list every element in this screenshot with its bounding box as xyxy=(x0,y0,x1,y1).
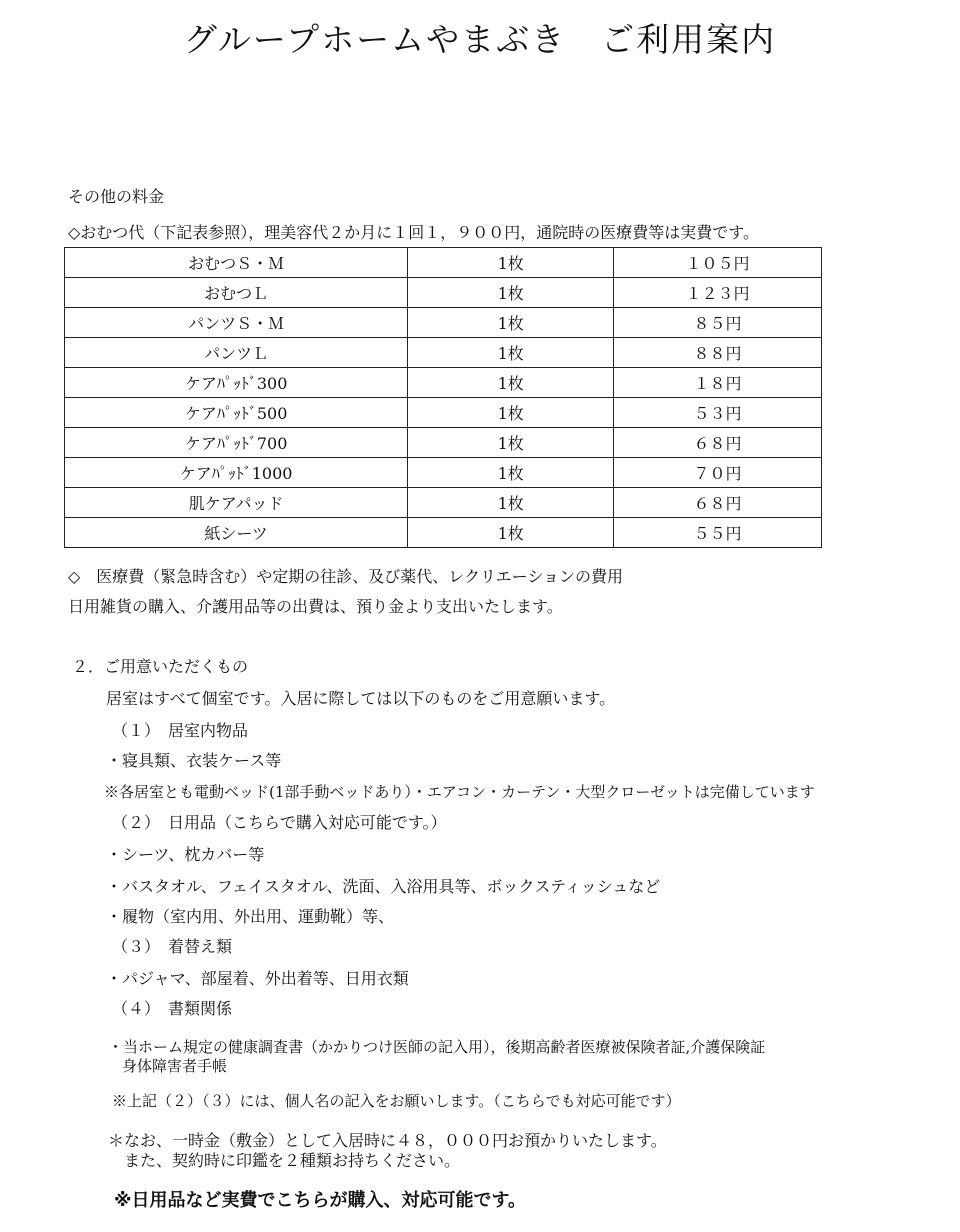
medical-note-1: ◇ 医療費（緊急時含む）や定期の往診、及び薬代、レクリエーションの費用 xyxy=(68,567,624,586)
unit-cell: 1枚 xyxy=(408,458,614,488)
unit-cell: 1枚 xyxy=(408,248,614,278)
sub1-item: ・寝具類、衣装ケース等 xyxy=(106,751,282,770)
table-row xyxy=(65,458,822,488)
item-cell: パンツＳ・Ｍ xyxy=(65,308,408,338)
item-cell: おむつＬ xyxy=(65,278,408,308)
sub4-item-line-2: 身体障害者手帳 xyxy=(122,1057,228,1075)
sub2-item-1: ・シーツ、枕カバー等 xyxy=(106,845,265,864)
price-cell: ６８円 xyxy=(614,428,822,458)
item-cell: ケアﾊﾟｯﾄﾞ300 xyxy=(65,368,408,398)
items-heading: ２．ご用意いただくもの xyxy=(72,657,249,676)
item-cell: 紙シーツ xyxy=(65,518,408,548)
unit-cell: 1枚 xyxy=(408,518,614,548)
sub2-item-2: ・バスタオル、フェイスタオル、洗面、入浴用具等、ボックスティッシュなど xyxy=(106,877,661,896)
other-fees-heading: その他の料金 xyxy=(68,187,165,206)
page-title: グループホームやまぶき ご利用案内 xyxy=(183,20,777,59)
table-row xyxy=(65,488,822,518)
price-cell: １０５円 xyxy=(614,248,822,278)
sub1-note: ※各居室とも電動ベッド(1部手動ベッドあり）・エアコン・カーテン・大型クローゼットは完備しています xyxy=(104,783,815,801)
table-row xyxy=(65,518,822,548)
medical-note-2: 日用雑貨の購入、介護用品等の出費は、預り金より支出いたします。 xyxy=(68,597,563,616)
unit-cell: 1枚 xyxy=(408,278,614,308)
sub2-item-3: ・履物（室内用、外出用、運動靴）等、 xyxy=(106,907,395,926)
deposit-line-2: また、契約時に印鑑を２種類お持ちください。 xyxy=(124,1151,461,1170)
unit-cell: 1枚 xyxy=(408,338,614,368)
table-row xyxy=(65,368,822,398)
unit-cell: 1枚 xyxy=(408,488,614,518)
table-row xyxy=(65,248,822,278)
price-cell: ５５円 xyxy=(614,518,822,548)
unit-cell: 1枚 xyxy=(408,398,614,428)
price-cell: ６８円 xyxy=(614,488,822,518)
item-cell: 肌ケアパッド xyxy=(65,488,408,518)
table-row xyxy=(65,428,822,458)
unit-cell: 1枚 xyxy=(408,368,614,398)
items-intro: 居室はすべて個室です。入居に際しては以下のものをご用意願います。 xyxy=(106,689,616,708)
sub2-heading: （２） 日用品（こちらで購入対応可能です。） xyxy=(112,813,447,832)
diaper-price-table xyxy=(64,247,822,548)
table-row xyxy=(65,398,822,428)
price-cell: ７０円 xyxy=(614,458,822,488)
item-cell: パンツＬ xyxy=(65,338,408,368)
unit-cell: 1枚 xyxy=(408,428,614,458)
deposit-line-1: ＊なお、一時金（敷金）として入居時に４８，０００円お預かりいたします。 xyxy=(108,1131,667,1150)
price-cell: ５３円 xyxy=(614,398,822,428)
item-cell: おむつＳ・Ｍ xyxy=(65,248,408,278)
unit-cell: 1枚 xyxy=(408,308,614,338)
final-note: ※日用品など実費でこちらが購入、対応可能です。 xyxy=(114,1190,527,1211)
table-row xyxy=(65,338,822,368)
price-cell: １２３円 xyxy=(614,278,822,308)
item-cell: ケアﾊﾟｯﾄﾞ500 xyxy=(65,398,408,428)
sub3-item: ・パジャマ、部屋着、外出着等、日用衣類 xyxy=(106,969,409,988)
table-row xyxy=(65,278,822,308)
name-note: ※上記（２）（３）には、個人名の記入をお願いします。（こちらでも対応可能です） xyxy=(112,1092,681,1110)
sub1-heading: （１） 居室内物品 xyxy=(112,721,249,740)
price-cell: １８円 xyxy=(614,368,822,398)
sub4-heading: （４） 書類関係 xyxy=(112,999,233,1018)
item-cell: ケアﾊﾟｯﾄﾞ700 xyxy=(65,428,408,458)
sub4-item-line-1: ・当ホーム規定の健康調査書（かかりつけ医師の記入用），後期高齢者医療被保険者証,介護保険証 xyxy=(108,1038,766,1056)
item-cell: ケアﾊﾟｯﾄﾞ1000 xyxy=(65,458,408,488)
sub3-heading: （３） 着替え類 xyxy=(112,937,233,956)
price-cell: ８８円 xyxy=(614,338,822,368)
other-fees-note: ◇おむつ代（下記表参照），理美容代２か月に１回１，９００円，通院時の医療費等は実費です。 xyxy=(68,223,760,242)
price-cell: ８５円 xyxy=(614,308,822,338)
table-row xyxy=(65,308,822,338)
